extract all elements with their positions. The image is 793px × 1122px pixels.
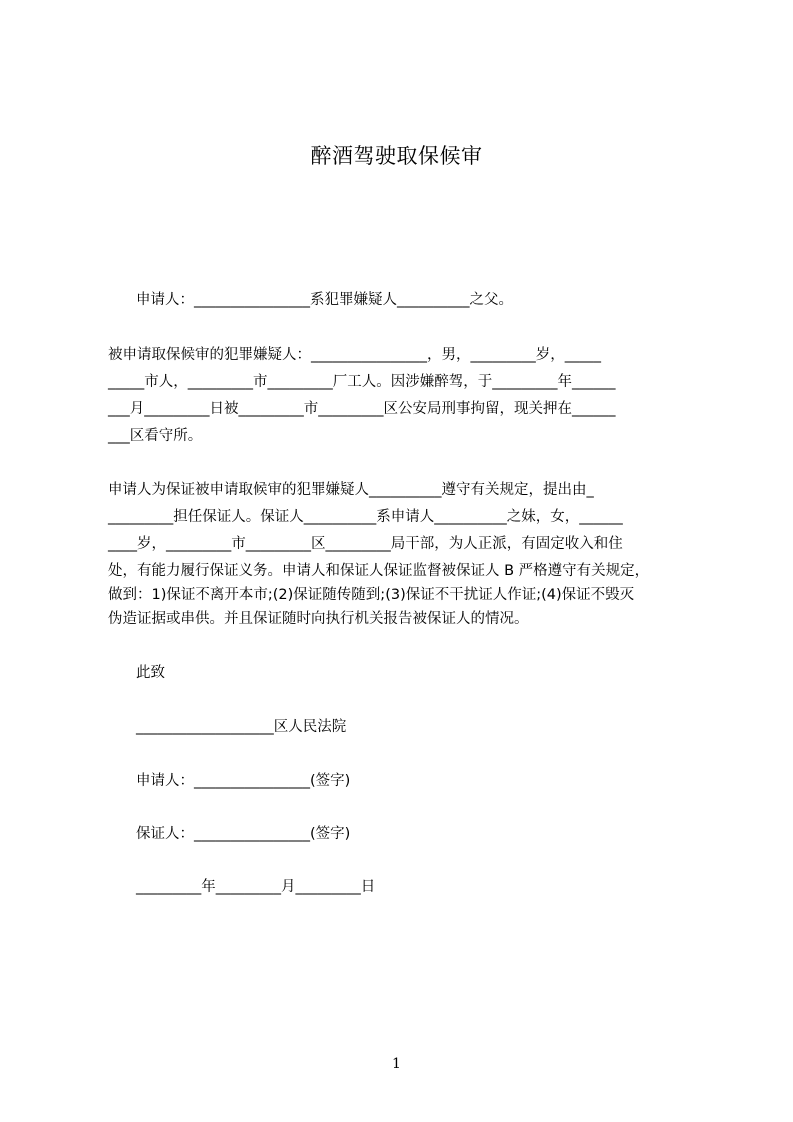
para2-line-1: 申请人为保证被申请取候审的犯罪嫌疑人__________遵守有关规定，提出由_ bbox=[108, 482, 594, 498]
para2-line-6: 伪造证据或串供。并且保证随时向执行机关报告被保证人的情况。 bbox=[108, 611, 529, 627]
para2-line-2: _________担任保证人。保证人__________系申请人__________之妹，女，______ bbox=[108, 509, 623, 525]
para2-line-5: 做到：1)保证不离开本市;(2)保证随传随到;(3)保证不干扰证人作证;(4)保证不毁灭 bbox=[108, 587, 635, 603]
para2-line-3: ____岁，_________市_________区_________局干部，为人正派，有固定收入和住 bbox=[108, 536, 623, 552]
para1-line-2: _____市人，_________市_________厂工人。因涉嫌醉驾，于_________年______ bbox=[108, 374, 616, 390]
page-number: 1 bbox=[392, 1056, 401, 1072]
guarantor-signature-line: 保证人：________________(签字) bbox=[136, 826, 351, 842]
para1-line-4: ___区看守所。 bbox=[108, 428, 203, 444]
salutation: 此致 bbox=[136, 665, 165, 681]
document-title: 醉酒驾驶取保候审 bbox=[310, 144, 483, 168]
applicant-line: 申请人：________________系犯罪嫌疑人__________之父。 bbox=[136, 292, 513, 308]
date-line: _________年_________月_________日 bbox=[136, 879, 376, 895]
applicant-signature-line: 申请人：________________(签字) bbox=[136, 773, 351, 789]
para1-line-1: 被申请取保候审的犯罪嫌疑人：________________，男，_________岁，_____ bbox=[108, 347, 601, 363]
para1-line-3: ___月_________日被_________市_________区公安局刑事拘留，现关押在______ bbox=[108, 401, 616, 417]
para2-line-4: 处，有能力履行保证义务。申请人和保证人保证监督被保证人 B 严格遵守有关规定， bbox=[108, 563, 650, 579]
court-line: ___________________区人民法院 bbox=[136, 719, 347, 735]
